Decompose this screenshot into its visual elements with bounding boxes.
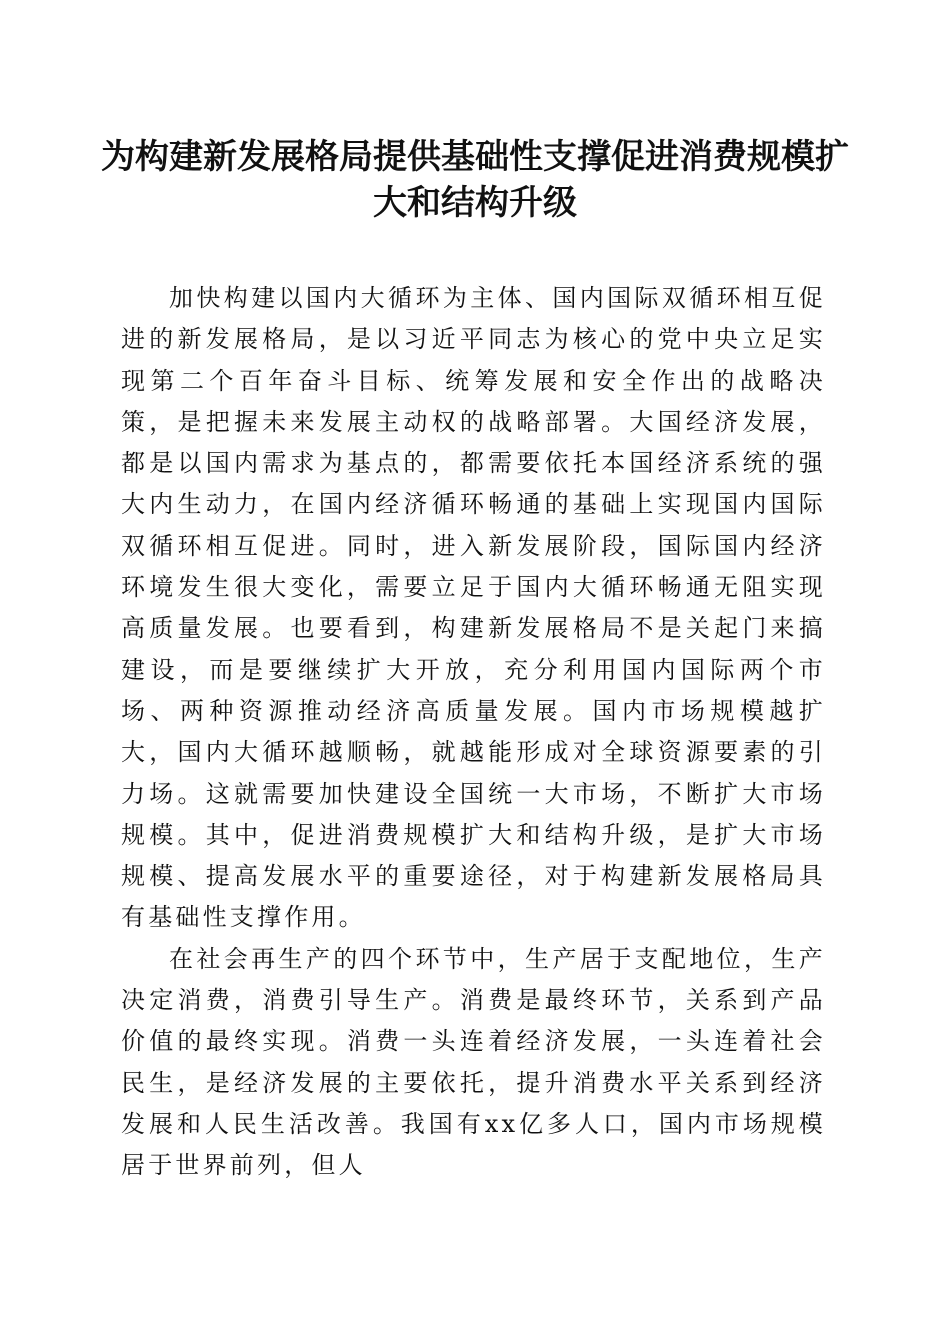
paragraph-2: 在社会再生产的四个环节中，生产居于支配地位，生产决定消费，消费引导生产。消费是最终环节，关系到产品价值的最终实现。消费一头连着经济发展，一头连着社会民生，是经济发展的主要依托，提升消费水平关系到经济发展和人民生活改善。我国有xx亿多人口，国内市场规模居于世界前列，但人 — [121, 944, 826, 1180]
document-title: 为构建新发展格局提供基础性支撑促进消费规模扩大和结构升级 — [101, 137, 849, 223]
paragraph-1: 加快构建以国内大循环为主体、国内国际双循环相互促进的新发展格局，是以习近平同志为核心的党中央立足实现第二个百年奋斗目标、统筹发展和安全作出的战略决策，是把握未来发展主动权的战略部署。大国经济发展，都是以国内需求为基点的，都需要依托本国经济系统的强大内生动力，在国内经济循环畅通的基础上实现国内国际双循环相互促进。同时，进入新发展阶段，国际国内经济环境发生很大变化，需要立足于国内大循环畅通无阻实现高质量发展。也要看到，构建新发展格局不是关起门来搞建设，而是要继续扩大开放，充分利用国内国际两个市场、两种资源推动经济高质量发展。国内市场规模越扩大，国内大循环越顺畅，就越能形成对全球资源要素的引力场。这就需要加快建设全国统一大市场，不断扩大市场规模。其中，促进消费规模扩大和结构升级，是扩大市场规模、提高发展水平的重要途径，对于构建新发展格局具有基础性支撑作用。 — [121, 284, 826, 932]
document-body — [121, 278, 826, 1187]
